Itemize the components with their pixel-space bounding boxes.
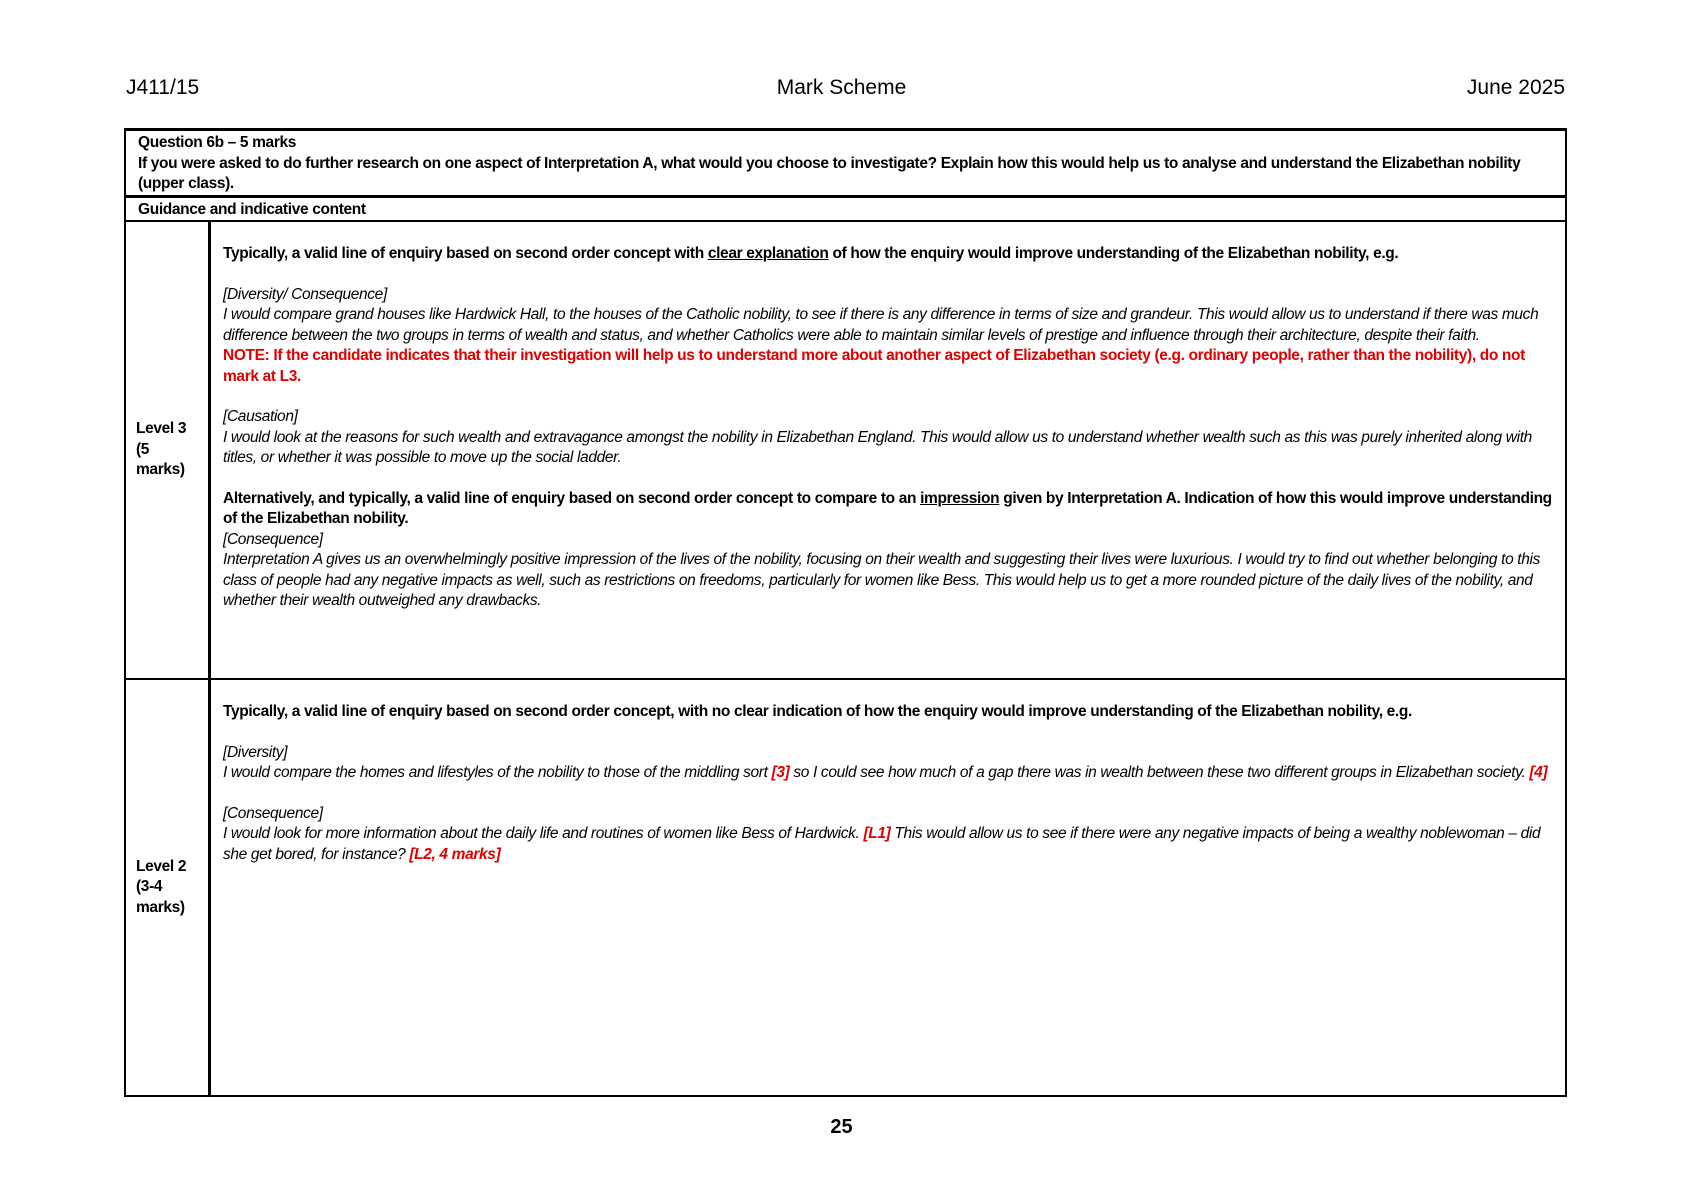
question-row: [125, 130, 1566, 197]
example-tag: [Causation]: [223, 408, 298, 425]
guidance-row: [125, 196, 1566, 221]
level-3-label: Level 3 (5 marks): [125, 221, 210, 679]
question-text: If you were asked to do further research on one aspect of Interpretation A, what would you choose to investigate? Explain how this would help us to analyse and understand the Elizabethan nobility (upper class).: [138, 154, 1521, 192]
mark-annotation: [4]: [1529, 764, 1548, 781]
mark-annotation: [L1]: [863, 825, 891, 842]
level-3-row: [125, 221, 1566, 679]
level-2-label: Level 2 (3-4 marks): [125, 679, 210, 1096]
example-text: I would look for more information about the daily life and routines of women like Bess of Hardwick. [L1] This would allow us to see if there were any negative impacts of being a wealthy noblewoman – did she get bored, for instance? [L2, 4 marks]: [223, 825, 1541, 863]
document-date: June 2025: [1466, 76, 1565, 99]
example-text: I would compare grand houses like Hardwick Hall, to the houses of the Catholic nobility, to see if there is any difference in terms of size and grandeur. This would allow us to understand if there was much difference between the two groups in terms of wealth and status, and whether Catholics were able to maintain similar levels of prestige and influence through their architecture, despite their faith.: [223, 306, 1539, 344]
page-number: 25: [830, 1116, 853, 1138]
mark-annotation: [3]: [771, 764, 790, 781]
level-3-alternative: Alternatively, and typically, a valid line of enquiry based on second order concept to compare to an impression given by Interpretation A. Indication of how this would improve understanding of the Elizabethan nobility.: [223, 489, 1552, 527]
level-2-intro: Typically, a valid line of enquiry based on second order concept, with no clear indication of how the enquiry would improve understanding of the Elizabethan nobility, e.g.: [223, 703, 1412, 720]
example-tag: [Diversity/ Consequence]: [223, 285, 387, 303]
example-tag: [Consequence]: [223, 804, 323, 822]
example-tag: [Consequence]: [223, 530, 323, 548]
document-code: J411/15: [126, 76, 200, 99]
example-tag: [Diversity]: [223, 743, 288, 761]
level-2-row: [125, 679, 1566, 1096]
mark-annotation: [L2, 4 marks]: [409, 845, 501, 863]
example-text: I would look at the reasons for such wealth and extravagance amongst the nobility in Elizabethan England. This would allow us to understand whether wealth such as this was purely inherited along with titles, or whether it was possible to move up the social ladder.: [223, 428, 1532, 466]
marking-note: NOTE: If the candidate indicates that their investigation will help us to understand more about another aspect of Elizabethan society (e.g. ordinary people, rather than the nobility), do not mark at L3.: [223, 347, 1525, 385]
mark-scheme-table: [124, 128, 1567, 1097]
guidance-label: Guidance and indicative content: [125, 196, 1566, 221]
example-text: I would compare the homes and lifestyles of the nobility to those of the middling sort [3] so I could see how much of a gap there was in wealth between these two different groups in Elizabethan society. [4]: [223, 764, 1548, 781]
example-text: Interpretation A gives us an overwhelmingly positive impression of the lives of the nobility, focusing on their wealth and suggesting their lives were luxurious. I would try to find out whether belonging to this class of people had any negative impacts as well, such as restrictions on freedoms, particularly for women like Bess. This would help us to get a more rounded picture of the daily lives of the nobility, and whether their wealth outweighed any drawbacks.: [223, 551, 1541, 609]
level-3-intro: Typically, a valid line of enquiry based on second order concept with clear explanation of how the enquiry would improve understanding of the Elizabethan nobility, e.g.: [223, 245, 1399, 262]
question-title: Question 6b – 5 marks: [138, 134, 297, 151]
document-title: Mark Scheme: [776, 76, 907, 99]
